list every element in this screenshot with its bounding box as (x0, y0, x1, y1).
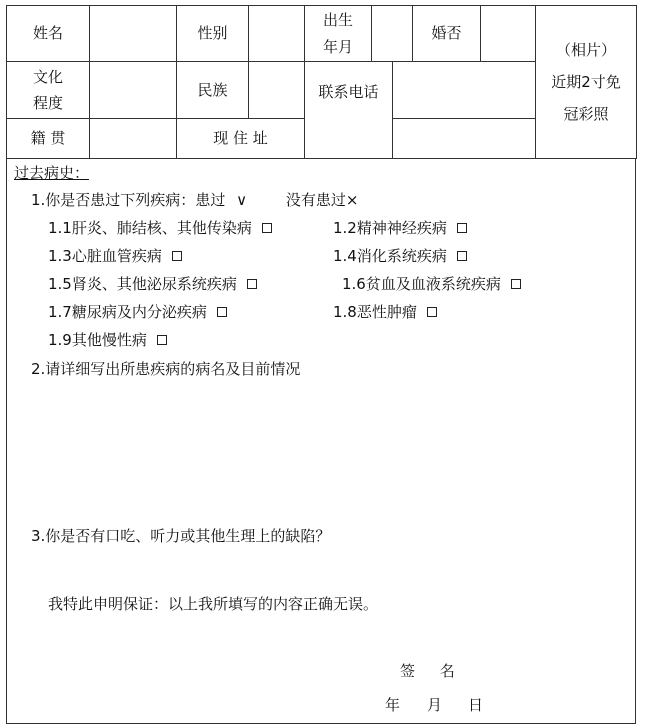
checkbox-1-9[interactable] (157, 335, 167, 345)
disease-item-1-4: 1.4消化系统疾病 (333, 247, 467, 265)
checkbox-1-8[interactable] (427, 307, 437, 317)
name-field[interactable] (89, 5, 177, 62)
q1-prompt: 1.你是否患过下列疾病：患过 (31, 191, 226, 209)
disease-item-1-8: 1.8恶性肿瘤 (333, 303, 437, 321)
disease-item-1-6: 1.6贫血及血液系统疾病 (342, 275, 521, 293)
phone-label: 联系电话 (304, 61, 393, 159)
phone-extra-field[interactable] (392, 118, 536, 159)
ethnicity-label: 民族 (176, 61, 249, 119)
ethnicity-field[interactable] (248, 61, 305, 119)
disease-item-1-7: 1.7糖尿病及内分泌疾病 (48, 303, 227, 321)
disease-item-1-2: 1.2精神神经疾病 (333, 219, 467, 237)
checkbox-1-7[interactable] (217, 307, 227, 317)
education-label: 文化 程度 (6, 61, 90, 119)
q1-line (31, 191, 358, 209)
had-mark: ∨ (236, 191, 248, 209)
date-month-label: 月 (427, 696, 443, 714)
disease-item-1-9: 1.9其他慢性病 (48, 331, 167, 349)
q2-answer-area[interactable] (31, 384, 621, 514)
name-label: 姓名 (6, 5, 90, 62)
gender-field[interactable] (248, 5, 305, 62)
q3-answer-area[interactable] (31, 550, 621, 588)
checkbox-1-6[interactable] (511, 279, 521, 289)
address-label: 现 住 址 (176, 118, 305, 159)
disease-item-1-1: 1.1肝炎、肺结核、其他传染病 (48, 219, 272, 237)
education-field[interactable] (89, 61, 177, 119)
signature-field[interactable] (460, 658, 610, 682)
checkbox-1-4[interactable] (457, 251, 467, 261)
q2-prompt: 2.请详细写出所患疾病的病名及目前情况 (31, 360, 301, 378)
date-year-label: 年 (385, 696, 401, 714)
q3-prompt: 3.你是否有口吃、听力或其他生理上的缺陷？ (31, 527, 331, 545)
checkbox-1-5[interactable] (247, 279, 257, 289)
birth-field[interactable] (371, 5, 413, 62)
signature-label: 签 名 (400, 662, 465, 680)
native-place-label: 籍 贯 (6, 118, 90, 159)
disease-item-1-5: 1.5肾炎、其他泌尿系统疾病 (48, 275, 257, 293)
checkbox-1-3[interactable] (172, 251, 182, 261)
checkbox-1-2[interactable] (457, 223, 467, 233)
marital-field[interactable] (480, 5, 536, 62)
birth-label: 出生 年月 (304, 5, 372, 62)
phone-field[interactable] (392, 61, 536, 119)
checkbox-1-1[interactable] (262, 223, 272, 233)
declaration-text: 我特此申明保证：以上我所填写的内容正确无误。 (48, 595, 379, 613)
history-title: 过去病史： (14, 164, 90, 182)
not-had-label: 没有患过× (285, 191, 359, 209)
marital-label: 婚否 (412, 5, 481, 62)
disease-item-1-3: 1.3心脏血管疾病 (48, 247, 182, 265)
native-place-field[interactable] (89, 118, 177, 159)
date-day-label: 日 (468, 696, 484, 714)
photo-box: （相片） 近期2寸免 冠彩照 (535, 5, 637, 159)
gender-label: 性别 (176, 5, 249, 62)
